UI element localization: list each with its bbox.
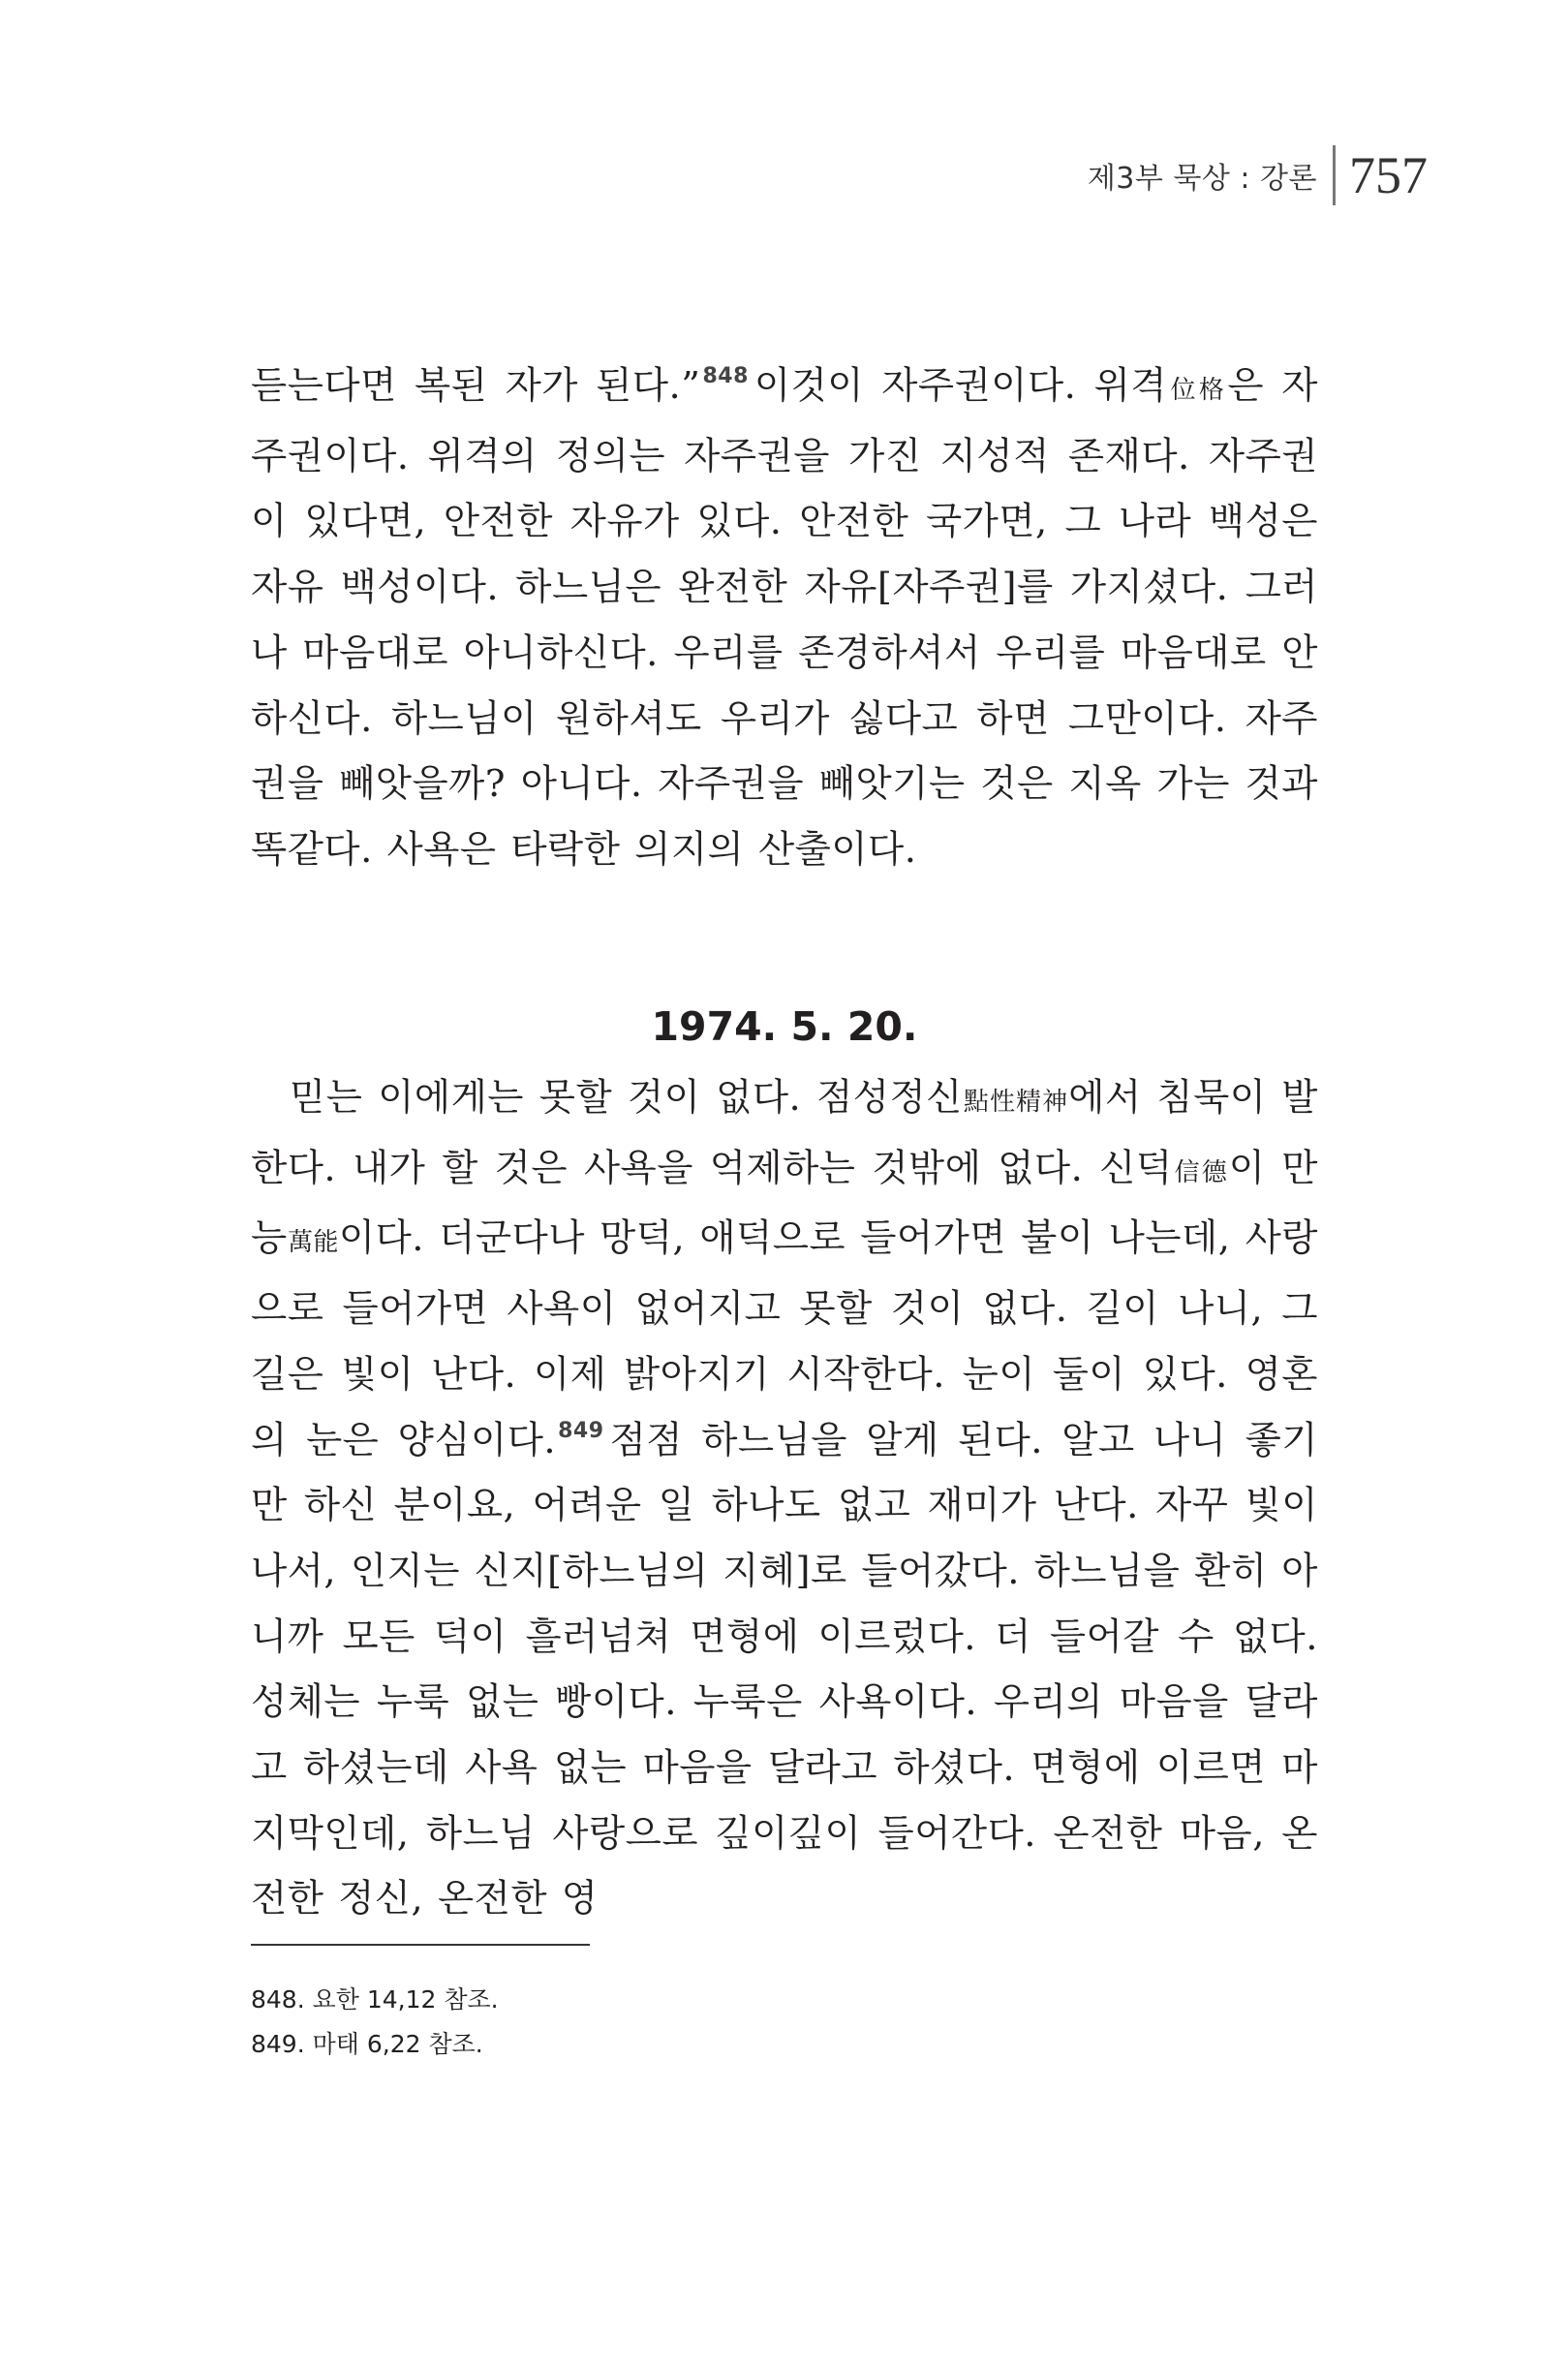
hanja-gloss: 點性精神 <box>962 1088 1069 1117</box>
hanja-gloss: 信德 <box>1172 1157 1229 1187</box>
footnote-ref-848[interactable]: 848 <box>702 364 749 388</box>
paragraph-1-text-a: 듣는다면 복된 자가 된다.” <box>251 364 701 408</box>
paragraph-2-text-c: 이 만능 <box>251 1146 1318 1261</box>
body-paragraph-1 <box>251 354 1318 883</box>
paragraph-2-text-e: 점점 하느님을 알게 된다. 알고 나니 좋기만 하신 분이요, 어려운 일 하나도 없고 재미가 난다. 자꾸 빛이 나서, 인지는 신지[하느님의 지혜]로 들어갔다. 하느님을 환히 아니까 모든 덕이 흘러넘쳐 면형에 이르렀다. 더 들어갈 수 없다. 성체는 누룩 없는 빵이다. 누룩은 사욕이다. 우리의 마음을 달라고 하셨는데 사욕 없는 마음을 달라고 하셨다. 면형에 이르면 마지막인데, 하느님 사랑으로 깊이깊이 들어간다. 온전한 마음, 온전한 정신, 온전한 영 <box>251 1418 1318 1922</box>
paragraph-text <box>251 354 1318 883</box>
date-heading: 1974. 5. 20. <box>651 1003 918 1050</box>
paragraph-2-text-b: 에서 침묵이 발한다. 내가 할 것은 사욕을 억제하는 것밖에 없다. 신덕 <box>251 1076 1318 1190</box>
running-head-title: 제3부 묵상 : 강론 <box>1087 162 1317 196</box>
paragraph-text <box>251 1065 1318 1932</box>
footnote-ref-849[interactable]: 849 <box>558 1418 604 1443</box>
footnote-849: 849. 마태 6,22 참조. <box>251 2030 483 2058</box>
footnote-divider <box>251 1944 590 1946</box>
hanja-gloss: 萬能 <box>287 1228 339 1258</box>
paragraph-2-text-d: 이다. 더군다나 망덕, 애덕으로 들어가면 불이 나는데, 사랑으로 들어가면 사욕이 없어지고 못할 것이 없다. 길이 나니, 그 길은 빛이 난다. 이제 밝아지기 시작한다. 눈이 둘이 있다. 영혼의 눈은 양심이다. <box>251 1216 1318 1462</box>
paragraph-1-text-c: 은 자주권이다. 위격의 정의는 자주권을 가진 지성적 존재다. 자주권이 있다면, 안전한 자유가 있다. 안전한 국가면, 그 나라 백성은 자유 백성이다. 하느님은 완전한 자유[자주권]를 가지셨다. 그러나 마음대로 아니하신다. 우리를 존경하셔서 우리를 마음대로 안 하신다. 하느님이 원하셔도 우리가 싫다고 하면 그만이다. 자주권을 빼앗을까? 아니다. 자주권을 빼앗기는 것은 지옥 가는 것과 똑같다. 사욕은 타락한 의지의 산출이다. <box>251 364 1318 872</box>
running-header <box>1088 145 1428 205</box>
paragraph-2-text-a: 믿는 이에게는 못할 것이 없다. 점성정신 <box>290 1076 963 1120</box>
hanja-gloss: 位格 <box>1166 376 1228 405</box>
body-paragraph-2 <box>251 1065 1318 1932</box>
header-divider <box>1333 145 1336 205</box>
footnote-848: 848. 요한 14,12 참조. <box>251 1985 499 2014</box>
paragraph-1-text-b: 이것이 자주권이다. 위격 <box>753 364 1167 408</box>
footnotes <box>251 1978 1318 2067</box>
page-number: 757 <box>1349 146 1428 204</box>
